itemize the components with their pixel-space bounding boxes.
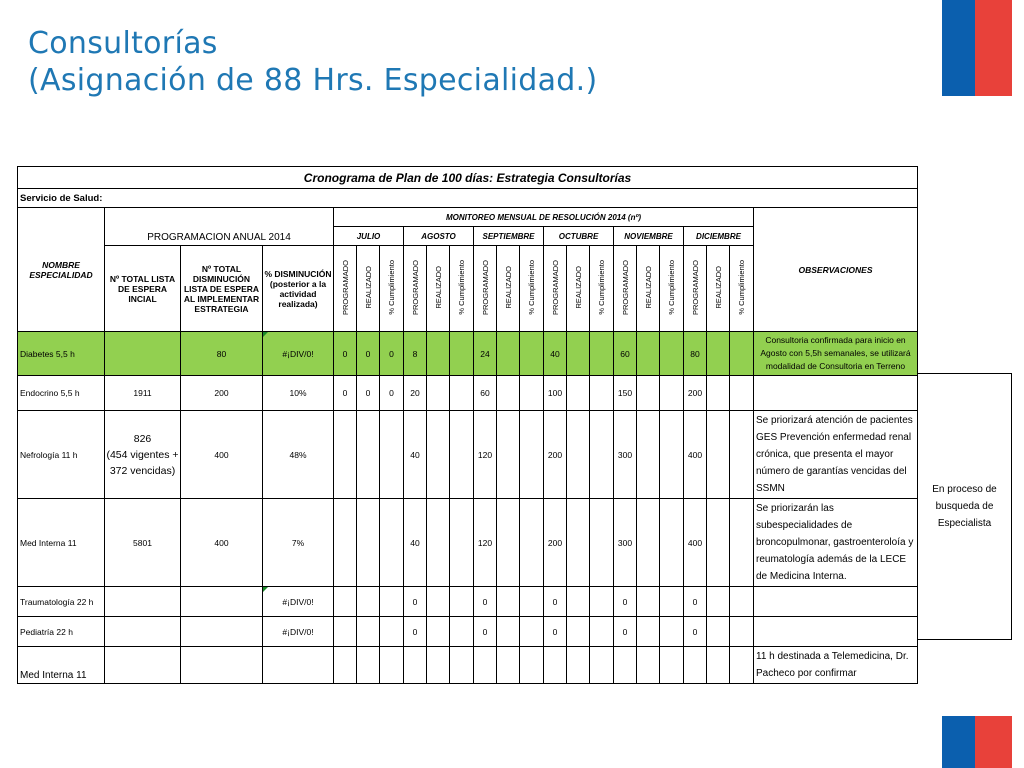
- cell: [520, 411, 544, 499]
- cell: 0: [474, 587, 497, 617]
- cell: [357, 587, 380, 617]
- cell: [450, 617, 474, 647]
- cell: 0: [474, 617, 497, 647]
- cell: [520, 499, 544, 587]
- cell: [567, 376, 590, 411]
- cell: [637, 499, 660, 587]
- cell: [730, 499, 754, 587]
- cell: 0: [357, 376, 380, 411]
- sub-label: REALIZADO: [643, 266, 653, 309]
- cell: 0: [614, 617, 637, 647]
- row-observacion: [754, 587, 918, 617]
- cell: [380, 647, 404, 684]
- cell: [357, 617, 380, 647]
- cell: [427, 376, 450, 411]
- side-note: En proceso de busqueda de Especialista: [932, 484, 997, 529]
- row-lista: 1911: [105, 376, 181, 411]
- row-lista: [105, 332, 181, 376]
- cell: [660, 587, 684, 617]
- sub-label: % Cumplimiento: [737, 260, 746, 315]
- row-disminucion: [181, 647, 263, 684]
- cell: 60: [614, 332, 637, 376]
- row-name: Endocrino 5,5 h: [18, 376, 105, 411]
- cell: [730, 617, 754, 647]
- cell: [357, 647, 380, 684]
- sub-label: % Cumplimiento: [387, 260, 396, 315]
- cell: [660, 332, 684, 376]
- cell: [450, 411, 474, 499]
- sub-header: [684, 246, 707, 332]
- cell: [450, 499, 474, 587]
- month-octubre: OCTUBRE: [544, 227, 614, 246]
- cell: [544, 647, 567, 684]
- table-row: [18, 411, 918, 499]
- sub-label: REALIZADO: [503, 266, 513, 309]
- cell: 100: [544, 376, 567, 411]
- cell: [730, 587, 754, 617]
- title-line-2: (Asignación de 88 Hrs. Especialidad.): [28, 63, 598, 98]
- cell: [730, 376, 754, 411]
- cell: [590, 332, 614, 376]
- cell: [357, 411, 380, 499]
- row-disminucion: 80: [181, 332, 263, 376]
- cell: [730, 647, 754, 684]
- cell: 0: [684, 587, 707, 617]
- row-name: Med Interna 11: [18, 499, 105, 587]
- cell: [614, 647, 637, 684]
- cell: [590, 617, 614, 647]
- cell: [567, 499, 590, 587]
- row-lista: 5801: [105, 499, 181, 587]
- servicio-label: Servicio de Salud:: [18, 189, 918, 208]
- cell: [497, 587, 520, 617]
- schedule-table: [17, 166, 918, 684]
- cell: [334, 587, 357, 617]
- cell: 0: [404, 617, 427, 647]
- sub-label: PROGRAMADO: [550, 259, 560, 315]
- sub-label: REALIZADO: [363, 266, 373, 309]
- cell: 40: [404, 411, 427, 499]
- cell: [497, 332, 520, 376]
- cell: [520, 332, 544, 376]
- cell: [450, 376, 474, 411]
- cell: 0: [380, 332, 404, 376]
- table-row: [18, 647, 918, 684]
- header-observaciones: OBSERVACIONES: [754, 208, 918, 332]
- sub-header: [590, 246, 614, 332]
- cell: 0: [614, 587, 637, 617]
- row-name: Diabetes 5,5 h: [18, 332, 105, 376]
- header-nombre: NOMBRE ESPECIALIDAD: [18, 208, 105, 332]
- cell: [660, 647, 684, 684]
- cell: [520, 376, 544, 411]
- cell: 40: [404, 499, 427, 587]
- cell: 0: [357, 332, 380, 376]
- cell: 0: [334, 376, 357, 411]
- cell: 0: [544, 617, 567, 647]
- cell: [380, 499, 404, 587]
- cell: 0: [380, 376, 404, 411]
- sub-header: [637, 246, 660, 332]
- row-lista-value: 826: [133, 432, 152, 445]
- cell: [427, 332, 450, 376]
- cell: [427, 617, 450, 647]
- slide-title: [28, 25, 597, 99]
- row-disminucion: 400: [181, 499, 263, 587]
- cell: [474, 647, 497, 684]
- cell: [427, 587, 450, 617]
- row-observacion: Se priorizarán las subespecialidades de broncopulmonar, gastroenterolоía y reumatología además de la LECE de Medicina Interna.: [754, 499, 918, 587]
- cell: [660, 617, 684, 647]
- cell: 0: [544, 587, 567, 617]
- cell: [520, 617, 544, 647]
- cell: [427, 411, 450, 499]
- month-diciembre: DICIEMBRE: [684, 227, 754, 246]
- sub-header: [497, 246, 520, 332]
- cell: 0: [684, 617, 707, 647]
- cell: 40: [544, 332, 567, 376]
- cell: 200: [544, 499, 567, 587]
- cell: [380, 617, 404, 647]
- row-observacion: 11 h destinada a Telemedicina, Dr. Pacheco por confirmar: [754, 647, 918, 684]
- cell: [707, 332, 730, 376]
- cell: [567, 332, 590, 376]
- row-lista-detail: (454 vigentes + 372 vencidas): [106, 448, 179, 477]
- sub-header: [707, 246, 730, 332]
- sub-label: PROGRAMADO: [620, 259, 630, 315]
- cell: [567, 411, 590, 499]
- row-disminucion: 400: [181, 411, 263, 499]
- cell: [590, 499, 614, 587]
- cell: [450, 332, 474, 376]
- cell: 400: [684, 411, 707, 499]
- month-julio: JULIO: [334, 227, 404, 246]
- sub-header: [404, 246, 427, 332]
- cell: [707, 587, 730, 617]
- row-observacion: Consultoria confirmada para inicio en Agosto con 5,5h semanales, se utilizará modalidad de Consultoria en Terreno: [754, 332, 918, 376]
- sub-label: REALIZADO: [573, 266, 583, 309]
- sub-label: % Cumplimiento: [667, 260, 676, 315]
- row-lista: [105, 617, 181, 647]
- cell: [590, 647, 614, 684]
- sub-header: [567, 246, 590, 332]
- sub-label: PROGRAMADO: [480, 259, 490, 315]
- row-lista: [105, 587, 181, 617]
- cell: [707, 647, 730, 684]
- header-monitoreo: MONITOREO MENSUAL DE RESOLUCIÓN 2014 (nº): [334, 208, 754, 227]
- month-noviembre: NOVIEMBRE: [614, 227, 684, 246]
- cell: 60: [474, 376, 497, 411]
- row-pct: #¡DIV/0!: [263, 587, 334, 617]
- row-lista: [105, 411, 181, 499]
- sub-label: % Cumplimiento: [527, 260, 536, 315]
- sub-header: [660, 246, 684, 332]
- row-observacion: [754, 617, 918, 647]
- cell: [730, 332, 754, 376]
- cell: 20: [404, 376, 427, 411]
- side-note-box: [917, 373, 1012, 640]
- sub-header: [334, 246, 357, 332]
- cell: [567, 617, 590, 647]
- sub-header: [614, 246, 637, 332]
- cell: [520, 587, 544, 617]
- cell: [637, 411, 660, 499]
- header-programacion-text: PROGRAMACION ANUAL 2014: [147, 232, 291, 243]
- cell: [590, 411, 614, 499]
- sub-header: [357, 246, 380, 332]
- cell: [427, 647, 450, 684]
- row-lista: [105, 647, 181, 684]
- cell: [637, 332, 660, 376]
- cell: [590, 376, 614, 411]
- table-row: [18, 617, 918, 647]
- cell: 150: [614, 376, 637, 411]
- cell: [660, 411, 684, 499]
- row-pct: #¡DIV/0!: [263, 617, 334, 647]
- sub-header: [520, 246, 544, 332]
- row-pct: #¡DIV/0!: [263, 332, 334, 376]
- title-line-1: Consultorías: [28, 26, 218, 61]
- row-name: Med Interna 11: [18, 647, 105, 684]
- cell: [707, 411, 730, 499]
- cell: [404, 647, 427, 684]
- cell: [707, 617, 730, 647]
- cell: [637, 376, 660, 411]
- cell: 0: [334, 332, 357, 376]
- sub-label: REALIZADO: [713, 266, 723, 309]
- cell: [637, 587, 660, 617]
- cell: [590, 587, 614, 617]
- cell: [497, 617, 520, 647]
- table-row: [18, 332, 918, 376]
- cell: 200: [684, 376, 707, 411]
- cell: [660, 499, 684, 587]
- table-row: [18, 587, 918, 617]
- cell: [357, 499, 380, 587]
- row-pct: [263, 647, 334, 684]
- cell: [520, 647, 544, 684]
- cell: [334, 647, 357, 684]
- cell: 24: [474, 332, 497, 376]
- cell: [380, 587, 404, 617]
- cell: 300: [614, 411, 637, 499]
- cell: [637, 617, 660, 647]
- cell: [497, 376, 520, 411]
- sub-header: [474, 246, 497, 332]
- row-pct: 7%: [263, 499, 334, 587]
- cell: [427, 499, 450, 587]
- cell: [497, 499, 520, 587]
- table-row: [18, 499, 918, 587]
- cell: [380, 411, 404, 499]
- cell: [334, 411, 357, 499]
- cell: [450, 647, 474, 684]
- cell: [567, 587, 590, 617]
- sub-label: % Cumplimiento: [457, 260, 466, 315]
- header-total-lista: Nº TOTAL LISTA DE ESPERA INCIAL: [105, 246, 181, 332]
- cell: 0: [404, 587, 427, 617]
- sub-header: [450, 246, 474, 332]
- row-disminucion: [181, 587, 263, 617]
- sub-header: [427, 246, 450, 332]
- header-pct-disminucion: % DISMINUCIÓN (posterior a la actividad realizada): [263, 246, 334, 332]
- cell: 120: [474, 499, 497, 587]
- sub-label: % Cumplimiento: [597, 260, 606, 315]
- cell: [334, 499, 357, 587]
- cell: [637, 647, 660, 684]
- header-total-disminucion: Nº TOTAL DISMINUCIÓN LISTA DE ESPERA AL IMPLEMENTAR ESTRATEGIA: [181, 246, 263, 332]
- cell: [334, 617, 357, 647]
- table-caption: Cronograma de Plan de 100 días: Estrategia Consultorías: [18, 167, 918, 189]
- month-septiembre: SEPTIEMBRE: [474, 227, 544, 246]
- table-row: [18, 376, 918, 411]
- header-programacion: [105, 208, 334, 246]
- row-name: Pediatría 22 h: [18, 617, 105, 647]
- row-observacion: [754, 376, 918, 411]
- cell: 8: [404, 332, 427, 376]
- sub-header: [544, 246, 567, 332]
- sub-header: [730, 246, 754, 332]
- row-disminucion: [181, 617, 263, 647]
- cell: 80: [684, 332, 707, 376]
- cell: [707, 499, 730, 587]
- cell: [707, 376, 730, 411]
- row-name: Nefrología 11 h: [18, 411, 105, 499]
- sub-label: PROGRAMADO: [690, 259, 700, 315]
- sub-label: REALIZADO: [433, 266, 443, 309]
- cell: 400: [684, 499, 707, 587]
- sub-label: PROGRAMADO: [410, 259, 420, 315]
- month-agosto: AGOSTO: [404, 227, 474, 246]
- cell: 120: [474, 411, 497, 499]
- cell: [497, 411, 520, 499]
- cell: [684, 647, 707, 684]
- sub-label: PROGRAMADO: [340, 259, 350, 315]
- row-name: Traumatología 22 h: [18, 587, 105, 617]
- row-observacion: Se priorizará atención de pacientes GES Prevención enfermedad renal crónica, que presenta el mayor número de garantías vencidas del SSMN: [754, 411, 918, 499]
- cell: [497, 647, 520, 684]
- flag-decoration-top: [942, 0, 1012, 96]
- cell: [660, 376, 684, 411]
- cell: [567, 647, 590, 684]
- cell: 200: [544, 411, 567, 499]
- flag-decoration-bottom: [942, 716, 1012, 768]
- cell: [730, 411, 754, 499]
- row-pct: 48%: [263, 411, 334, 499]
- row-disminucion: 200: [181, 376, 263, 411]
- cell: 300: [614, 499, 637, 587]
- sub-header: [380, 246, 404, 332]
- cell: [450, 587, 474, 617]
- row-pct: 10%: [263, 376, 334, 411]
